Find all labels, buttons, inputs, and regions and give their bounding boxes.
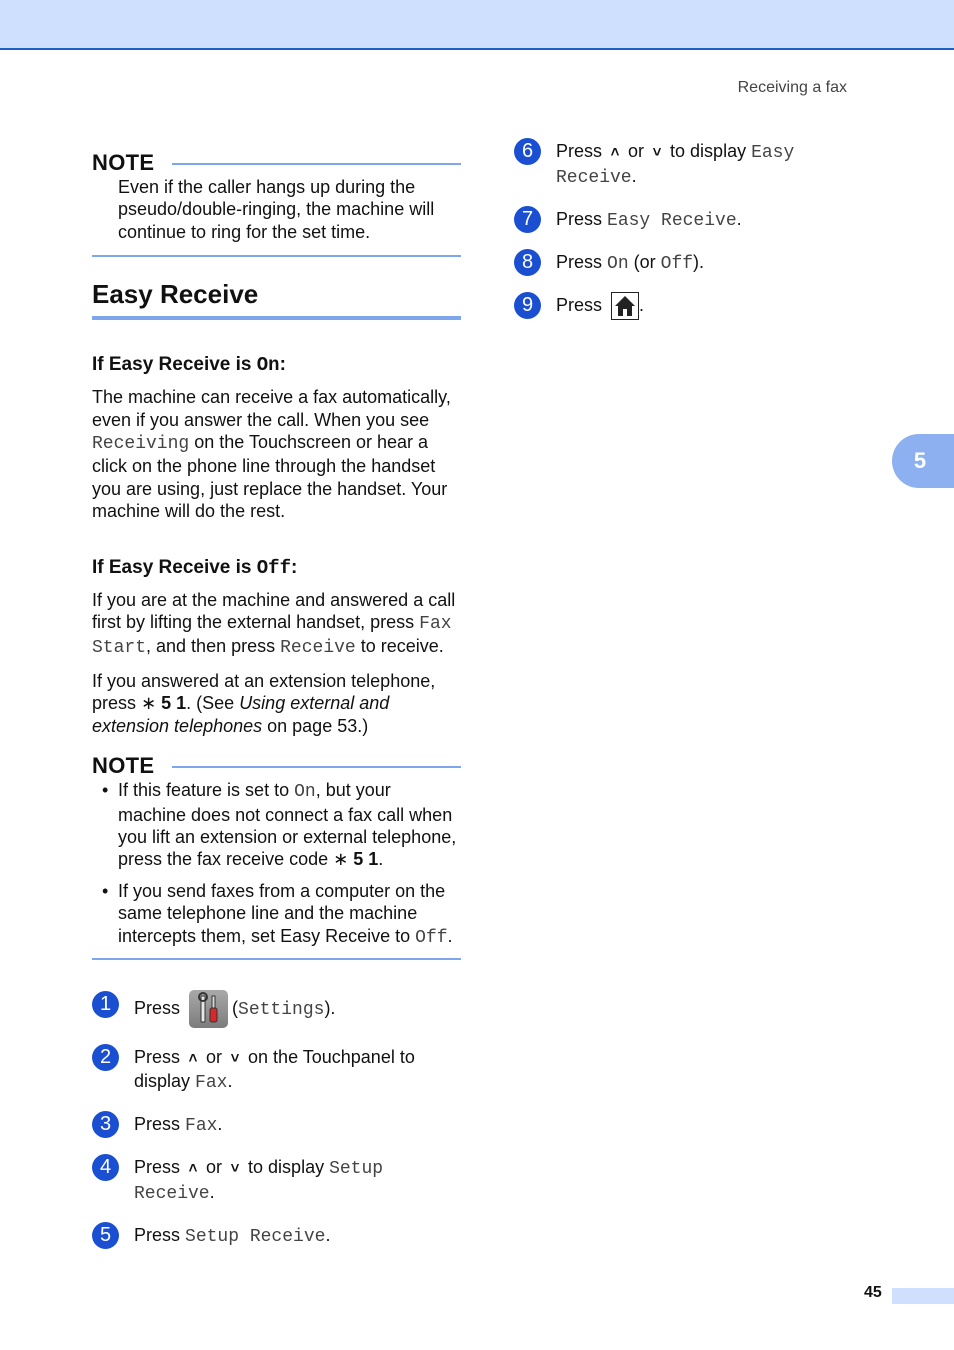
star-key: ∗ xyxy=(333,849,349,870)
note-rule xyxy=(172,163,461,165)
step-number: 5 xyxy=(92,1222,119,1249)
paragraph-off-1: If you are at the machine and answered a call first by lifting the external handset, press Fax Start, and then press Receive to receive. xyxy=(92,589,456,659)
star-key: ∗ xyxy=(141,693,157,714)
subheading-off: If Easy Receive is Off: xyxy=(92,556,298,579)
step-7: 7 Press Easy Receive. xyxy=(514,208,844,233)
step-2: 2 Press ˄ or ˅ on the Touchpanel to display Fax. xyxy=(92,1046,461,1095)
home-icon[interactable] xyxy=(611,292,639,320)
lcd-text: Receive xyxy=(280,638,356,659)
footer-bar xyxy=(892,1288,954,1304)
step-number: 7 xyxy=(514,206,541,233)
header-band xyxy=(0,0,954,50)
subheading-on: If Easy Receive is On: xyxy=(92,354,286,377)
chapter-tab: 5 xyxy=(892,434,954,488)
settings-icon[interactable] xyxy=(189,990,228,1028)
up-arrow-icon: ˄ xyxy=(188,1049,198,1067)
up-arrow-icon: ˄ xyxy=(188,1159,198,1177)
step-6: 6 Press ˄ or ˅ to display Easy Receive. xyxy=(514,140,844,190)
list-item: • If you send faxes from a computer on the same telephone line and the machine intercepts them, set Easy Receive to Off. xyxy=(118,880,461,949)
up-arrow-icon: ˄ xyxy=(610,144,620,161)
note-title: NOTE xyxy=(92,150,155,175)
step-1: 1 Press (Settings). xyxy=(92,984,461,1034)
step-number: 2 xyxy=(92,1044,119,1071)
left-column xyxy=(92,150,461,1249)
note-box-1 xyxy=(92,150,461,257)
note-bullets xyxy=(92,779,461,949)
note-text: Even if the caller hangs up during the pseudo/double-ringing, the machine will continue to ring for the set time. xyxy=(118,177,435,242)
note-end-rule xyxy=(92,958,461,960)
paragraph-on: The machine can receive a fax automatically, even if you answer the call. When you see Receiving on the Touchscreen or hear a click on the phone line through the handset you are using, just replace the handset. Your machine will do the rest. xyxy=(92,387,451,522)
step-3: 3 Press Fax. xyxy=(92,1113,461,1138)
step-number: 9 xyxy=(514,292,541,319)
section-title: Easy Receive xyxy=(92,279,461,320)
note-title: NOTE xyxy=(92,753,155,779)
down-arrow-icon: ˅ xyxy=(652,144,662,161)
step-9: 9 Press . xyxy=(514,292,844,320)
step-number: 8 xyxy=(514,249,541,276)
step-number: 4 xyxy=(92,1154,119,1181)
note-box-2 xyxy=(92,753,461,960)
step-number: 6 xyxy=(514,138,541,165)
list-item: • If this feature is set to On, but your machine does not connect a fax call when you lift an extension or external telephone, press the fax receive code ∗ 5 1. xyxy=(118,779,461,871)
step-number: 1 xyxy=(92,991,119,1018)
note-end-rule xyxy=(92,255,461,257)
step-5: 5 Press Setup Receive. xyxy=(92,1224,461,1249)
cross-reference-link[interactable]: Using external and extension telephones xyxy=(92,693,390,736)
down-arrow-icon: ˅ xyxy=(230,1159,240,1177)
page-number: 45 xyxy=(864,1284,882,1301)
lcd-text: Receiving xyxy=(92,434,190,455)
step-number: 3 xyxy=(92,1111,119,1138)
step-8: 8 Press On (or Off). xyxy=(514,251,844,276)
step-4: 4 Press ˄ or ˅ to display Setup Receive. xyxy=(92,1156,461,1206)
running-title: Receiving a fax xyxy=(737,79,847,96)
paragraph-off-2: If you answered at an extension telephone, press ∗ 5 1. (See Using external and extension telephones on page 53.) xyxy=(92,670,436,736)
note-rule xyxy=(172,766,461,768)
right-column xyxy=(514,140,844,320)
lcd-text: Fax Start xyxy=(92,614,452,659)
steps-left xyxy=(92,984,461,1249)
down-arrow-icon: ˅ xyxy=(230,1049,240,1067)
